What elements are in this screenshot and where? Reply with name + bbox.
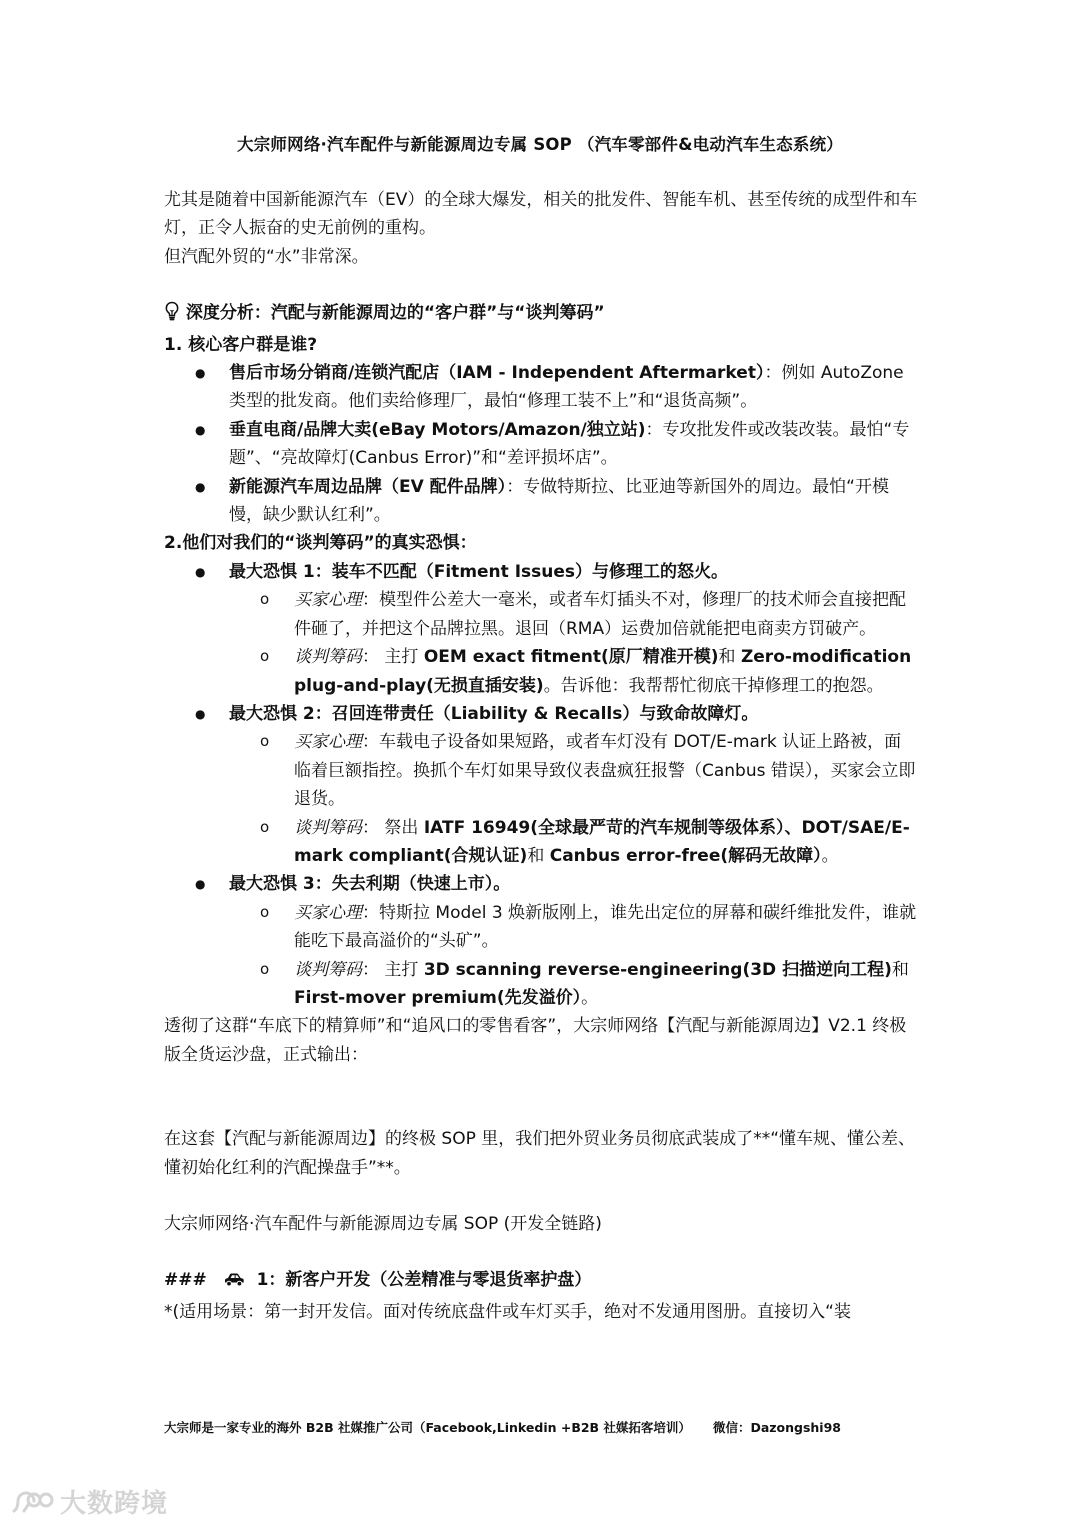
- lightbulb-icon: [164, 301, 180, 330]
- closing-paragraph: 在这套【汽配与新能源周边】的终极 SOP 里，我们把外贸业务员彻底武装成了**“懂车规、懂公差、懂初始化红利的汽配操盘手”**。: [164, 1129, 916, 1178]
- list-item: ● 最大恐惧 3：失去利期（快速上市）。 o 买家心理：特斯拉 Model 3 焕新版刚上，谁先出定位的屏幕和碳纤维批发件，谁就能吃下最高溢价的“头矿”。 o 谈判筹码： 主打 3D scanning reverse-engineering(3D 扫描逆向工程)和 First-mover premium(先发溢价）。: [229, 870, 918, 1012]
- list-item: ● 最大恐惧 2：召回连带责任（Liability & Recalls）与致命故障灯。 o 买家心理：车载电子设备如果短路，或者车灯没有 DOT/E-mark 认证上路被，面临着巨额指控。换抓个车灯如果导致仪表盘疯狂报警（Canbus 错误），买家会立即退货。 o 谈判筹码： 祭出 IATF 16949(全球最严苛的汽车规制等级体系）、DOT/SAE/E-mark compliant(合规认证)和 Canbus error-free(解码无故障）。: [229, 700, 918, 870]
- footer-company: 大宗师是一家专业的海外 B2B 社媒推广公司（Facebook,Linkedin +B2B 社媒拓客培训）: [164, 1420, 691, 1435]
- document-body: [164, 186, 918, 1326]
- intro-paragraph-2: 但汽配外贸的“水”非常深。: [164, 246, 369, 267]
- list-item: ● 垂直电商/品牌大卖(eBay Motors/Amazon/独立站)：专攻批发件或改装改装。最怕“专题”、“亮故障灯(Canbus Error)”和“差评损坏店”。: [229, 416, 918, 473]
- customer-list: [164, 359, 918, 529]
- page-footer: [164, 1418, 841, 1436]
- scene-paragraph: *(适用场景：第一封开发信。面对传统底盘件或车灯买手，绝对不发通用图册。直接切入“装: [164, 1301, 851, 1322]
- list-item: o 谈判筹码： 主打 3D scanning reverse-engineering(3D 扫描逆向工程)和 First-mover premium(先发溢价）。: [294, 956, 918, 1013]
- document-title: 大宗师网络·汽车配件与新能源周边专属 SOP （汽车零部件&电动汽车生态系统）: [237, 135, 843, 154]
- watermark: [10, 1483, 168, 1520]
- footer-wechat: 微信：Dazongshi98: [712, 1420, 841, 1435]
- intro-paragraph: 尤其是随着中国新能源汽车（EV）的全球大爆发，相关的批发件、智能车机、甚至传统的成型件和车灯，正令人振奋的史无前例的重构。: [164, 190, 918, 239]
- section-heading: ### 1：新客户开发（公差精准与零退货率护盘）: [164, 1266, 918, 1297]
- watermark-text: 大数跨境: [60, 1489, 169, 1519]
- list-item: o 买家心理：模型件公差大一毫米，或者车灯插头不对，修理厂的技术师会直接把配件砸了，并把这个品牌拉黑。退回（RMA）运费加倍就能把电商卖方罚破产。: [294, 586, 918, 643]
- sop-subtitle: 大宗师网络·汽车配件与新能源周边专属 SOP (开发全链路): [164, 1214, 602, 1234]
- summary-paragraph: 透彻了这群“车底下的精算师”和“追风口的零售看客”，大宗师网络【汽配与新能源周边】V2.1 终极版全货运沙盘，正式输出：: [164, 1016, 907, 1065]
- analysis-heading: 深度分析：汽配与新能源周边的“客户群”与“谈判筹码”: [164, 299, 918, 330]
- car-icon: [223, 1269, 245, 1297]
- logo-icon: [10, 1487, 56, 1517]
- fear-detail-list: [229, 586, 918, 700]
- list-item: ● 最大恐惧 1：装车不匹配（Fitment Issues）与修理工的怒火。 o 买家心理：模型件公差大一毫米，或者车灯插头不对，修理厂的技术师会直接把配件砸了，并把这个品牌拉黑。退回（RMA）运费加倍就能把电商卖方罚破产。 o 谈判筹码： 主打 OEM exact fitment(原厂精准开模)和 Zero-modification plug-and-play(无损直插安装)。告诉他：我帮帮忙彻底干掉修理工的抱怨。: [229, 558, 918, 700]
- fear-list: [164, 558, 918, 1013]
- list-item: ● 售后市场分销商/连锁汽配店（IAM - Independent Aftermarket）：例如 AutoZone 类型的批发商。他们卖给修理厂，最怕“修理工装不上”和“退货高频”。: [229, 359, 918, 416]
- list-item: o 买家心理：车载电子设备如果短路，或者车灯没有 DOT/E-mark 认证上路被，面临着巨额指控。换抓个车灯如果导致仪表盘疯狂报警（Canbus 错误），买家会立即退货。: [294, 728, 918, 813]
- question-1: 1. 核心客户群是谁?: [164, 334, 318, 355]
- list-item: o 谈判筹码： 主打 OEM exact fitment(原厂精准开模)和 Zero-modification plug-and-play(无损直插安装)。告诉他：我帮帮忙彻底干掉修理工的抱怨。: [294, 643, 918, 700]
- fear-detail-list: [229, 899, 918, 1013]
- question-2: 2.他们对我们的“谈判筹码”的真实恐惧：: [164, 533, 477, 554]
- list-item: ● 新能源汽车周边品牌（EV 配件品牌）：专做特斯拉、比亚迪等新国外的周边。最怕“开模慢，缺少默认红利”。: [229, 473, 918, 530]
- list-item: o 买家心理：特斯拉 Model 3 焕新版刚上，谁先出定位的屏幕和碳纤维批发件，谁就能吃下最高溢价的“头矿”。: [294, 899, 918, 956]
- list-item: o 谈判筹码： 祭出 IATF 16949(全球最严苛的汽车规制等级体系）、DOT/SAE/E-mark compliant(合规认证)和 Canbus error-free(解码无故障）。: [294, 814, 918, 871]
- fear-detail-list: [229, 728, 918, 870]
